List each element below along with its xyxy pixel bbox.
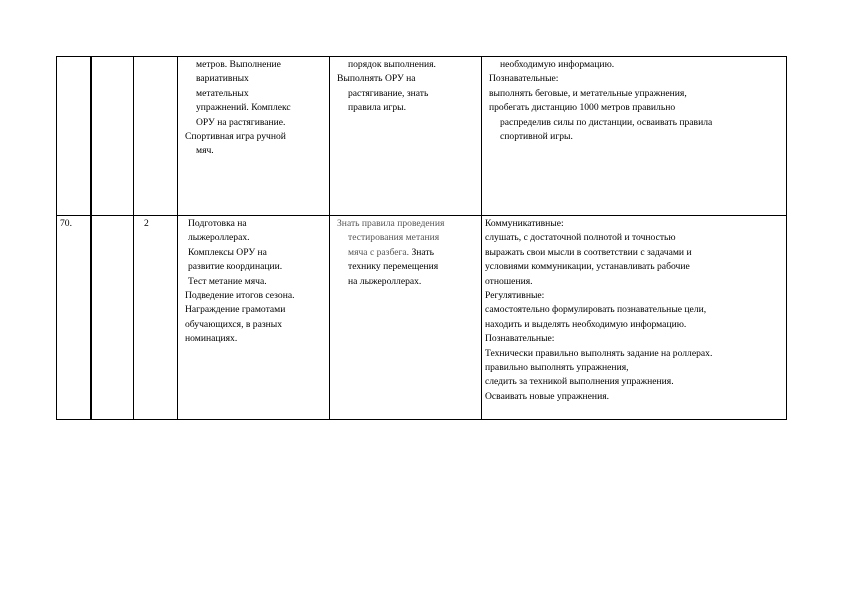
topic-cell <box>178 57 330 216</box>
topic-line: обучающихся, в разных <box>185 318 283 330</box>
elements-text: Знать <box>411 246 435 258</box>
elements-text: мяча с разбега. <box>348 246 410 258</box>
uud-heading: Регулятивные: <box>485 290 545 302</box>
elements-line: Выполнять ОРУ на <box>337 73 416 85</box>
uud-line: слушать, с достаточной полнотой и точностью <box>485 232 676 244</box>
elements-line: на лыжероллерах. <box>348 275 422 287</box>
elements-line: технику перемещения <box>348 261 439 273</box>
uud-line: необходимую информацию. <box>500 59 615 70</box>
topic-line: Комплексы ОРУ на <box>188 246 267 258</box>
uud-line: спортивной игры. <box>500 131 573 143</box>
topic-line: метров. Выполнение <box>196 59 281 70</box>
uud-line: находить и выделять необходимую информацию. <box>485 318 687 330</box>
uud-line: следить за техникой выполнения упражнения. <box>485 376 674 388</box>
hours-cell <box>134 216 178 420</box>
lesson-plan-table <box>56 56 787 420</box>
topic-line: Подведение итогов сезона. <box>185 290 295 302</box>
uud-line: Осваивать новые упражнения. <box>485 390 610 402</box>
elements-line: тестирования метания <box>348 232 440 244</box>
hours-cell <box>134 57 178 216</box>
uud-line: выполнять беговые, и метательные упражнения, <box>489 87 687 99</box>
number-cell <box>57 57 91 216</box>
elements-line: Знать правила проведения <box>337 218 445 229</box>
hours-value: 2 <box>144 218 149 229</box>
uud-line: Технически правильно выполнять задание на роллерах. <box>485 347 713 359</box>
empty-cell <box>91 57 134 216</box>
elements-line: растягивание, знать <box>348 87 429 99</box>
topic-line: Подготовка на <box>188 218 247 229</box>
elements-line: правила игры. <box>348 102 407 114</box>
uud-cell <box>482 216 787 420</box>
topic-line: Награждение грамотами <box>185 304 286 316</box>
uud-line: отношения. <box>485 275 533 287</box>
elements-cell <box>330 57 482 216</box>
topic-line: упражнений. Комплекс <box>196 102 291 114</box>
lesson-number: 70. <box>60 218 72 229</box>
topic-line: номинациях. <box>185 333 238 345</box>
uud-line: правильно выполнять упражнения, <box>485 362 629 374</box>
topic-line: Тест метание мяча. <box>188 275 267 287</box>
table-row <box>57 57 787 216</box>
uud-cell <box>482 57 787 216</box>
uud-line: условиями коммуникации, устанавливать рабочие <box>485 261 690 273</box>
topic-line: мяч. <box>196 145 214 157</box>
uud-heading: Познавательные: <box>489 73 559 85</box>
topic-line: лыжероллерах. <box>188 232 250 244</box>
uud-line: пробегать дистанцию 1000 метров правильно <box>489 102 676 114</box>
uud-heading: Коммуникативные: <box>485 218 564 229</box>
elements-line <box>333 246 478 260</box>
topic-line: метательных <box>196 87 249 99</box>
number-cell <box>57 216 91 420</box>
empty-cell <box>91 216 134 420</box>
uud-line: самостоятельно формулировать познавательные цели, <box>485 304 707 316</box>
topic-line: Спортивная игра ручной <box>185 131 286 143</box>
uud-heading: Познавательные: <box>485 333 555 345</box>
topic-line: ОРУ на растягивание. <box>196 116 286 128</box>
table-row <box>57 216 787 420</box>
elements-cell <box>330 216 482 420</box>
topic-line: развитие координации. <box>188 261 283 273</box>
elements-line: порядок выполнения. <box>348 59 436 70</box>
uud-line: распределив силы по дистанции, осваивать правила <box>500 116 713 128</box>
uud-line: выражать свои мысли в соответствии с задачами и <box>485 246 692 258</box>
topic-line: вариативных <box>196 73 249 85</box>
topic-cell <box>178 216 330 420</box>
